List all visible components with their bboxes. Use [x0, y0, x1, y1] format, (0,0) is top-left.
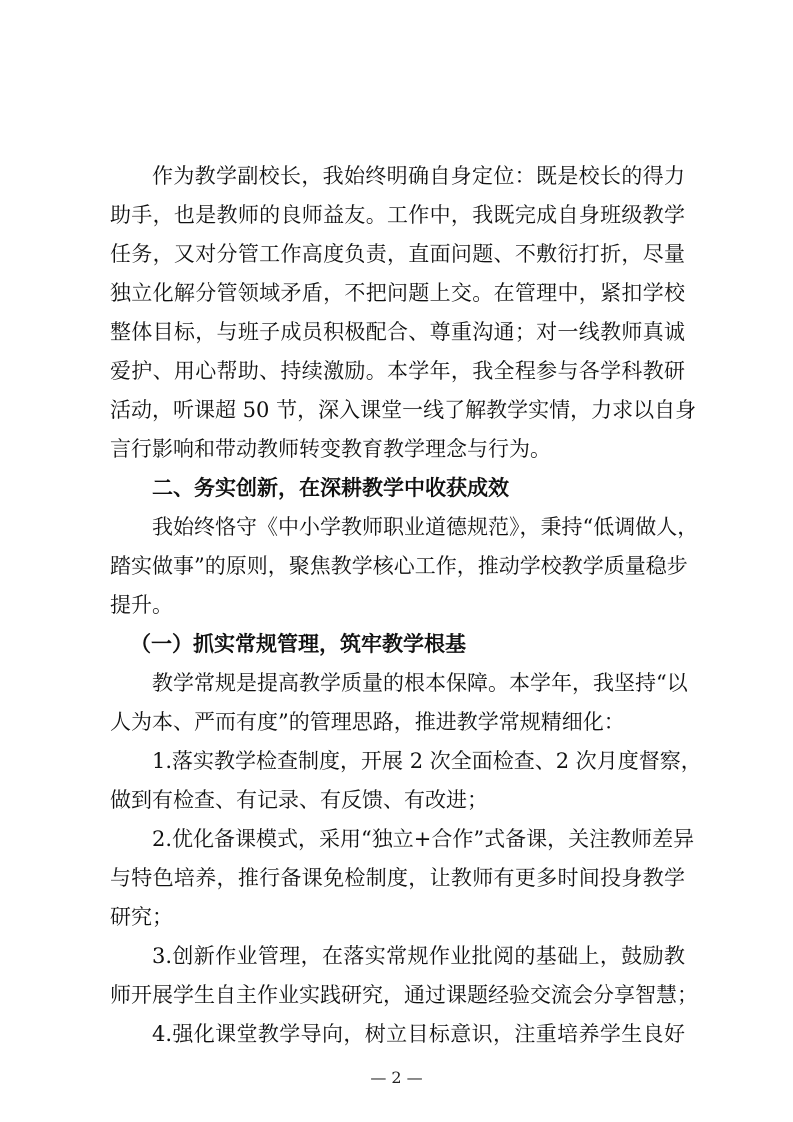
list-item-line: 1.落实教学检查制度，开展 2 次全面检查、2 次月度督察， — [152, 749, 702, 773]
list-item-line: 2.优化备课模式，采用“独立+合作”式备课，关注教师差异 — [152, 827, 695, 851]
list-item-line: 4.强化课堂教学导向，树立目标意识，注重培养学生良好 — [152, 1022, 685, 1046]
text-line: 任务，又对分管工作高度负责，直面问题、不敷衍打折，尽量 — [110, 242, 685, 266]
section-heading: 二、务实创新，在深耕教学中收获成效 — [152, 475, 509, 500]
list-item-line: 师开展学生自主作业实践研究，通过课题经验交流会分享智慧； — [110, 983, 698, 1007]
text-line: 人为本、严而有度”的管理思路，推进教学常规精细化： — [110, 710, 625, 734]
text-line: 踏实做事”的原则，聚焦教学核心工作，推动学校教学质量稳步 — [110, 554, 688, 578]
subsection-heading: （一）抓实常规管理，筑牢教学根基 — [130, 631, 466, 656]
text-line: 助手，也是教师的良师益友。工作中，我既完成自身班级教学 — [110, 203, 685, 227]
text-line: 我始终恪守《中小学教师职业道德规范》，秉持“低调做人， — [152, 515, 699, 539]
list-item-line: 与特色培养，推行备课免检制度，让教师有更多时间投身教学 — [110, 866, 685, 890]
list-item-line: 3.创新作业管理，在落实常规作业批阅的基础上，鼓励教 — [152, 944, 685, 968]
text-line: 独立化解分管领域矛盾，不把问题上交。在管理中，紧扣学校 — [110, 281, 685, 305]
text-line: 教学常规是提高教学质量的根本保障。本学年，我坚持“以 — [152, 671, 688, 695]
list-item-line: 研究； — [110, 905, 173, 929]
text-line: 言行影响和带动教师转变教育教学理念与行为。 — [110, 437, 551, 461]
text-line: 整体目标，与班子成员积极配合、尊重沟通；对一线教师真诚 — [110, 320, 685, 344]
list-item-line: 做到有检查、有记录、有反馈、有改进； — [110, 788, 488, 812]
text-line: 活动，听课超 50 节，深入课堂一线了解教学实情，力求以自身 — [110, 398, 697, 422]
text-line: 作为教学副校长，我始终明确自身定位：既是校长的得力 — [152, 164, 685, 188]
text-line: 爱护、用心帮助、持续激励。本学年，我全程参与各学科教研 — [110, 359, 685, 383]
page-number: — 2 — — [370, 1068, 423, 1087]
text-line: 提升。 — [110, 593, 173, 617]
